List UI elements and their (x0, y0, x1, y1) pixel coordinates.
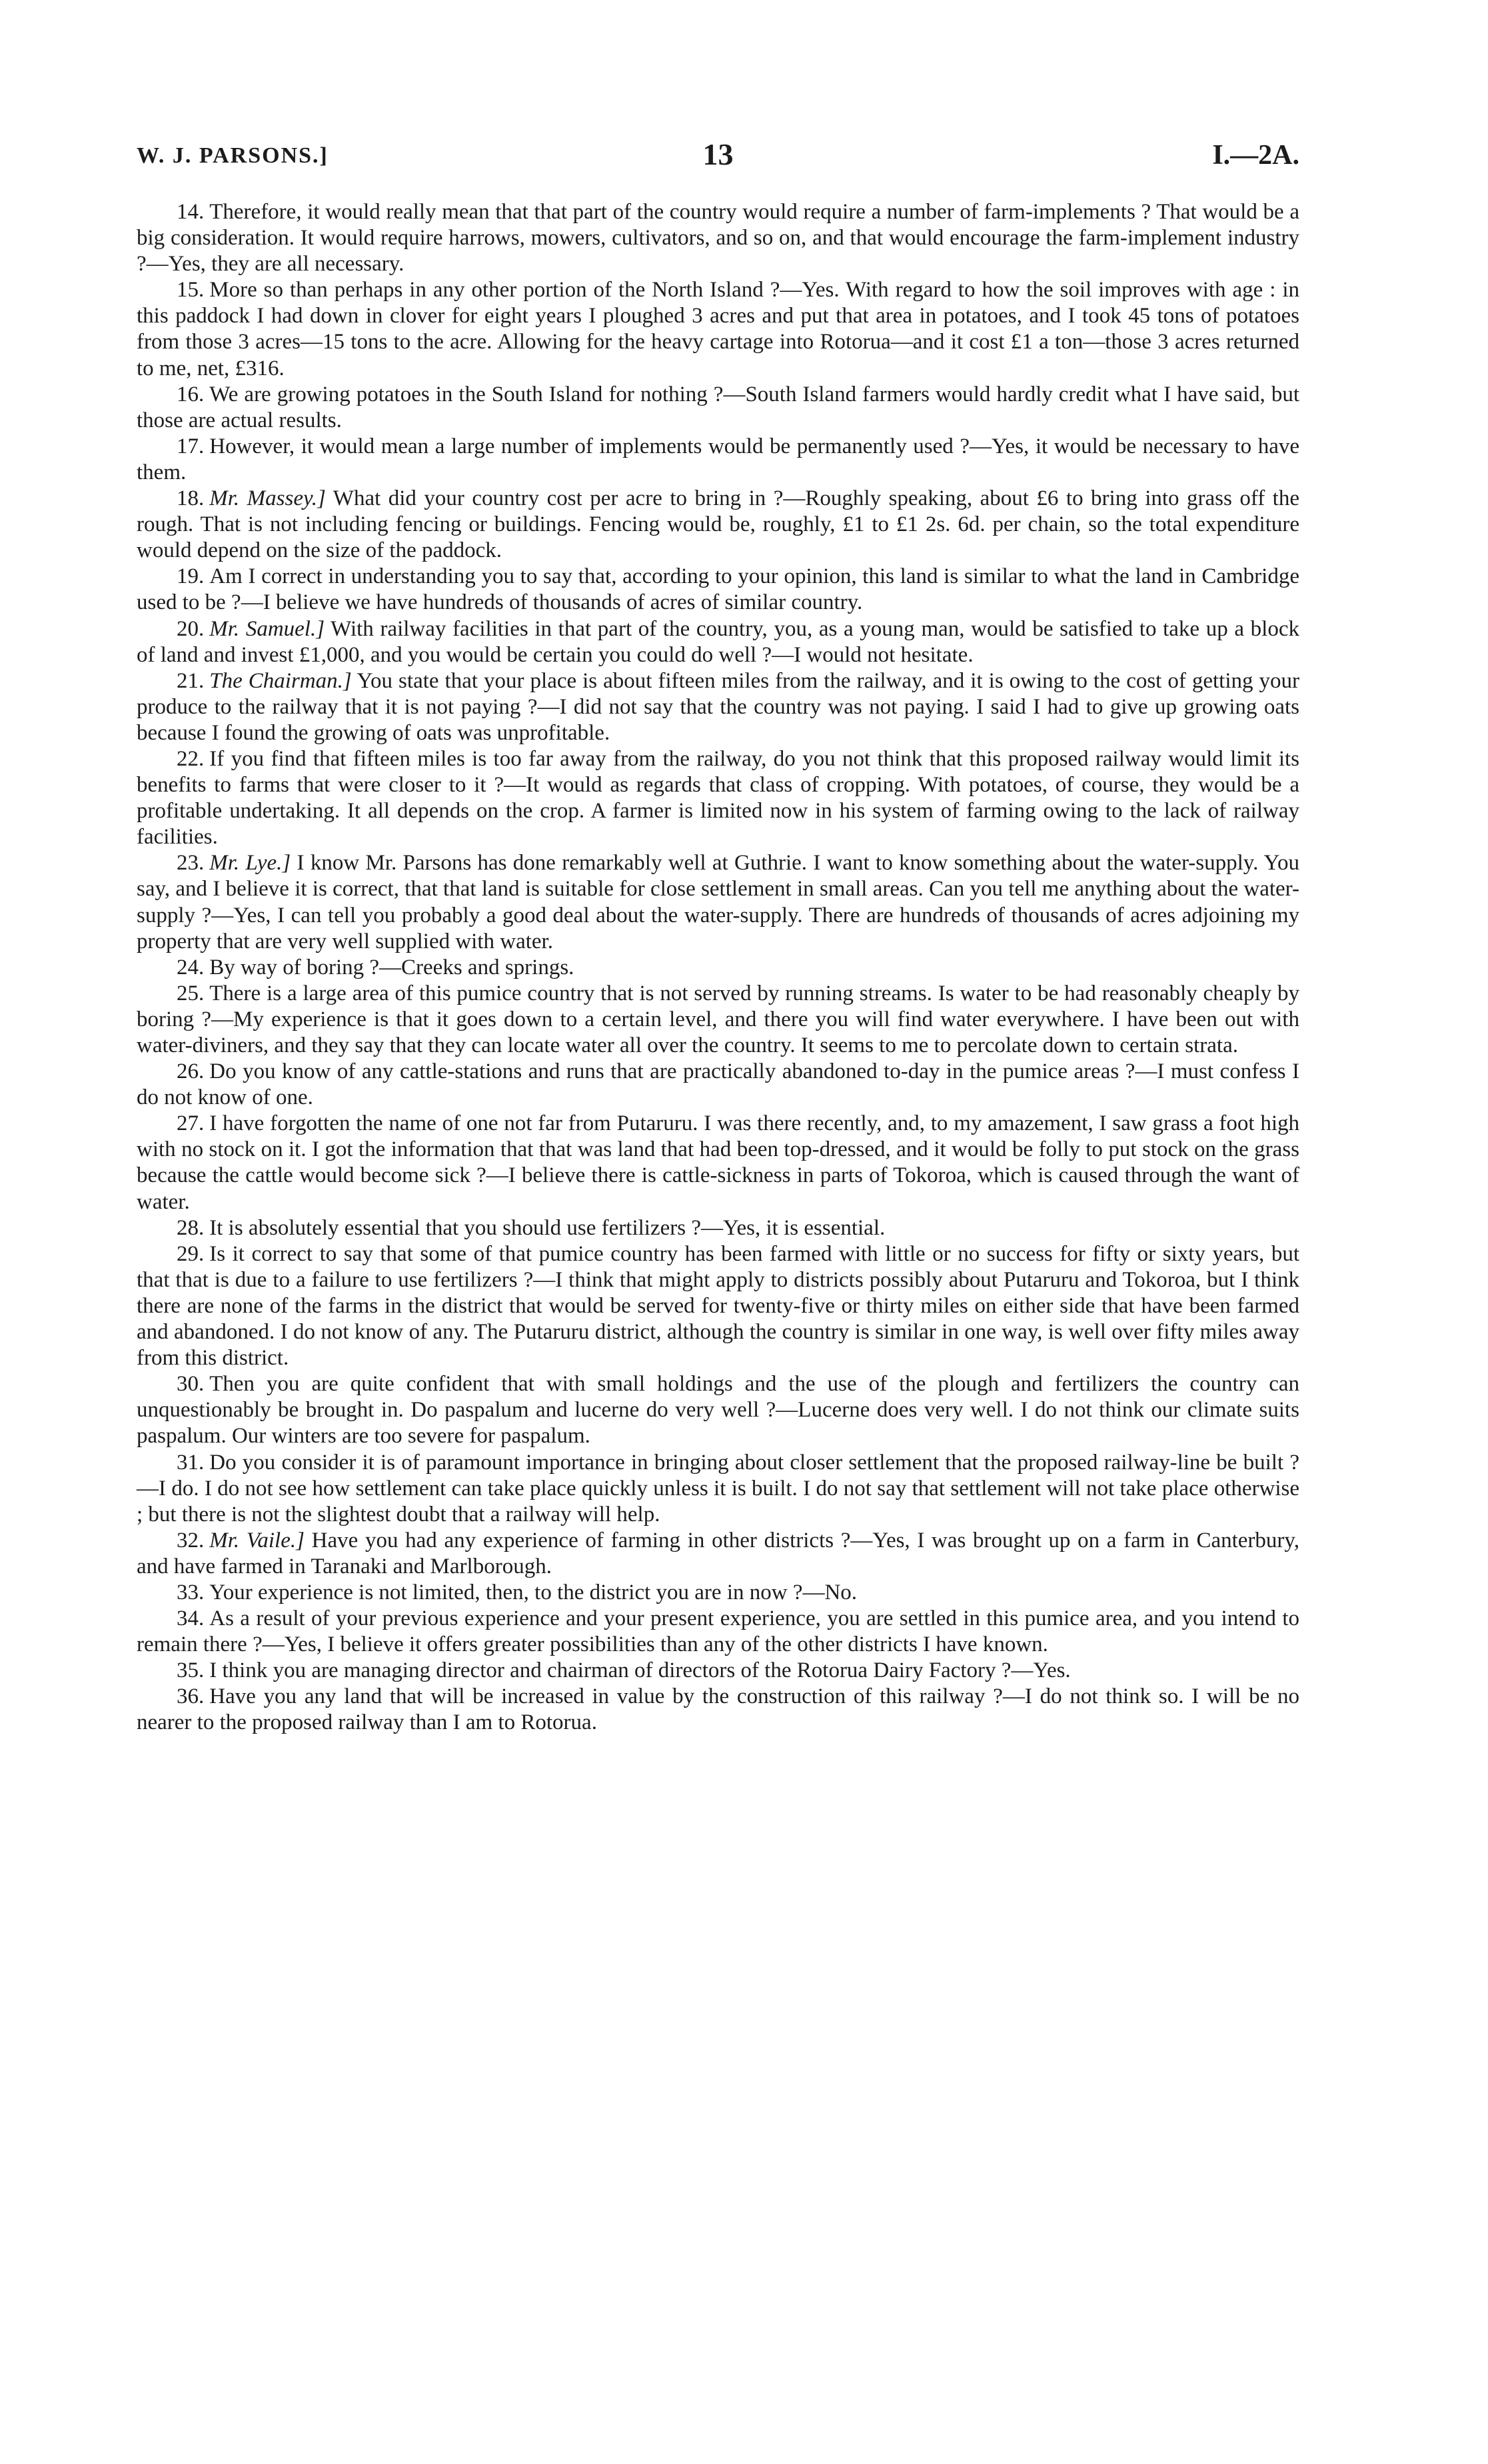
speaker-name: Mr. Vaile.] (209, 1528, 305, 1552)
question-paragraph (137, 981, 1299, 1059)
question-paragraph (137, 382, 1299, 434)
question-number: 15. (177, 278, 205, 303)
document-page (137, 137, 1299, 1736)
question-number: 33. (177, 1580, 205, 1604)
question-paragraph (137, 1658, 1299, 1684)
question-number: 23. (177, 851, 205, 876)
question-text: Do you consider it is of paramount importance in bringing about closer settlement that the proposed railway-line be built ?—I do. I do not see how settlement can take place quickly unless it is built. I do not say that settlement will not take place otherwise ; but there is not the slightest doubt that a railway will help. (137, 1450, 1299, 1527)
question-paragraph (137, 277, 1299, 381)
question-paragraph (137, 850, 1299, 954)
question-text: As a result of your previous experience and your present experience, you are settled in this pumice area, and you intend to remain there ?—Yes, I believe it offers greater possibilities than any of the other districts I have known. (137, 1606, 1299, 1657)
question-number: 19. (177, 564, 205, 589)
question-number: 31. (177, 1450, 205, 1475)
question-number: 34. (177, 1606, 205, 1631)
question-text: Then you are quite confident that with small holdings and the use of the plough and fertilizers the country can unquestionably be brought in. Do paspalum and lucerne do very well ?—Lucerne does very well. I do not think our climate suits paspalum. Our winters are too severe for paspalum. (137, 1372, 1299, 1449)
question-paragraph (137, 955, 1299, 981)
question-text: By way of boring ?—Creeks and springs. (209, 955, 574, 979)
question-paragraph (137, 1528, 1299, 1580)
question-number: 22. (177, 746, 205, 771)
speaker-name: Mr. Massey.] (209, 486, 326, 511)
question-paragraph (137, 1059, 1299, 1111)
question-paragraph (137, 1684, 1299, 1736)
question-text: I have forgotten the name of one not far from Putaruru. I was there recently, and, to my amazement, I saw grass a foot high with no stock on it. I got the information that that was land that had been top-dressed, and it would be folly to put stock on the grass because the cattle would become sick ?—I believe there is cattle-sickness in parts of Tokoroa, which is caused through the want of water. (137, 1111, 1299, 1214)
question-paragraph (137, 564, 1299, 616)
question-text: I think you are managing director and chairman of directors of the Rotorua Dairy Factory ?—Yes. (209, 1658, 1071, 1683)
question-number: 21. (177, 668, 205, 693)
paper-reference: I.—2A. (1212, 140, 1299, 171)
question-text: Your experience is not limited, then, to the district you are in now ?—No. (209, 1580, 858, 1604)
evidence-body (137, 199, 1299, 1736)
question-paragraph (137, 1215, 1299, 1241)
question-text: Is it correct to say that some of that pumice country has been farmed with little or no success for fifty or sixty years, but that that is due to a failure to use fertilizers ?—I think that might apply to districts possibly about Putaruru and Tokoroa, but I think there are none of the farms in the district that would be served for twenty-five or thirty miles on either side that have been farmed and abandoned. I do not know of any. The Putaruru district, although the country is similar in one way, is well over fifty miles away from this district. (137, 1241, 1299, 1371)
speaker-name: Mr. Lye.] (209, 851, 291, 876)
question-paragraph (137, 1606, 1299, 1658)
question-text: We are growing potatoes in the South Island for nothing ?—South Island farmers would hardly credit what I have said, but those are actual results. (137, 382, 1299, 432)
question-number: 36. (177, 1684, 205, 1709)
question-text: Therefore, it would really mean that that part of the country would require a number of farm-implements ? That would be a big consideration. It would require harrows, mowers, cultivators, and so on, and that would encourage the farm-implement industry ?—Yes, they are all necessary. (137, 200, 1299, 277)
question-text: Have you had any experience of farming in other districts ?—Yes, I was brought up on a farm in Canterbury, and have farmed in Taranaki and Marlborough. (137, 1528, 1300, 1578)
question-text: However, it would mean a large number of implements would be permanently used ?—Yes, it would be necessary to have them. (137, 434, 1299, 484)
question-text: What did your country cost per acre to bring in ?—Roughly speaking, about £6 to bring into grass off the rough. That is not including fencing or buildings. Fencing would be, roughly, £1 to £1 2s. 6d. per chain, so the total expenditure would depend on the size of the paddock. (137, 486, 1299, 563)
question-paragraph (137, 434, 1299, 486)
question-text: Do you know of any cattle-stations and runs that are practically abandoned to-day in the pumice areas ?—I must confess I do not know of one. (137, 1059, 1299, 1110)
question-number: 26. (177, 1059, 205, 1084)
question-text: It is absolutely essential that you should use fertilizers ?—Yes, it is essential. (209, 1215, 886, 1240)
question-number: 32. (177, 1528, 205, 1552)
question-number: 29. (177, 1241, 205, 1266)
question-paragraph (137, 1241, 1299, 1371)
witness-name: W. J. PARSONS.] (137, 143, 329, 168)
question-paragraph (137, 1450, 1299, 1528)
question-text: Have you any land that will be increased in value by the construction of this railway ?—I do not think so. I will be no nearer to the proposed railway than I am to Rotorua. (137, 1684, 1299, 1735)
question-paragraph (137, 199, 1299, 277)
page-header (137, 137, 1299, 190)
speaker-name: Mr. Samuel.] (209, 616, 325, 641)
question-number: 28. (177, 1215, 205, 1240)
question-text: If you find that fifteen miles is too far away from the railway, do you not think that this proposed railway would limit its benefits to farms that were closer to it ?—It would as regards that class of cropping. With potatoes, of course, they would be a profitable undertaking. It all depends on the crop. A farmer is limited now in his system of farming owing to the lack of railway facilities. (137, 746, 1299, 850)
question-paragraph (137, 1111, 1299, 1215)
question-text: There is a large area of this pumice country that is not served by running streams. Is water to be had reasonably cheaply by boring ?—My experience is that it goes down to a certain level, and there you will find water everywhere. I have been out with water-diviners, and they say that they can locate water all over the country. It seems to me to percolate down to certain strata. (137, 981, 1299, 1057)
question-number: 17. (177, 434, 205, 458)
question-paragraph (137, 1580, 1299, 1606)
question-number: 35. (177, 1658, 205, 1683)
question-number: 30. (177, 1372, 205, 1397)
question-number: 20. (177, 616, 205, 641)
question-number: 24. (177, 955, 205, 979)
question-text: More so than perhaps in any other portion of the North Island ?—Yes. With regard to how the soil improves with age : in this paddock I had down in clover for eight years I ploughed 3 acres and put that area in potatoes, and I took 45 tons of potatoes from those 3 acres—15 tons to the acre. Allowing for the heavy cartage into Rotorua—and it cost £1 a ton—those 3 acres returned to me, net, £316. (137, 278, 1299, 380)
question-paragraph (137, 746, 1299, 850)
question-paragraph (137, 668, 1299, 746)
question-paragraph (137, 486, 1299, 564)
question-paragraph (137, 616, 1299, 668)
question-number: 18. (177, 486, 205, 511)
question-paragraph (137, 1371, 1299, 1449)
question-text: With railway facilities in that part of the country, you, as a young man, would be satisfied to take up a block of land and invest £1,000, and you would be certain you could do well ?—I would not hesitate. (137, 616, 1299, 667)
question-number: 27. (177, 1111, 205, 1136)
speaker-name: The Chairman.] (209, 668, 352, 693)
question-number: 16. (177, 382, 205, 406)
question-text: You state that your place is about fifteen miles from the railway, and it is owing to the cost of getting your produce to the railway that it is not paying ?—I did not say that the country was not paying. I said I had to give up growing oats because I found the growing of oats was unprofitable. (137, 668, 1300, 745)
question-number: 25. (177, 981, 205, 1005)
question-text: I know Mr. Parsons has done remarkably well at Guthrie. I want to know something about the water-supply. You say, and I believe it is correct, that that land is suitable for close settlement in small areas. Can you tell me anything about the water-supply ?—Yes, I can tell you probably a good deal about the water-supply. There are hundreds of thousands of acres adjoining my property that are very well supplied with water. (137, 851, 1299, 953)
question-text: Am I correct in understanding you to say that, according to your opinion, this land is similar to what the land in Cambridge used to be ?—I believe we have hundreds of thousands of acres of similar country. (137, 564, 1299, 615)
question-number: 14. (177, 200, 205, 224)
page-number: 13 (702, 137, 734, 171)
